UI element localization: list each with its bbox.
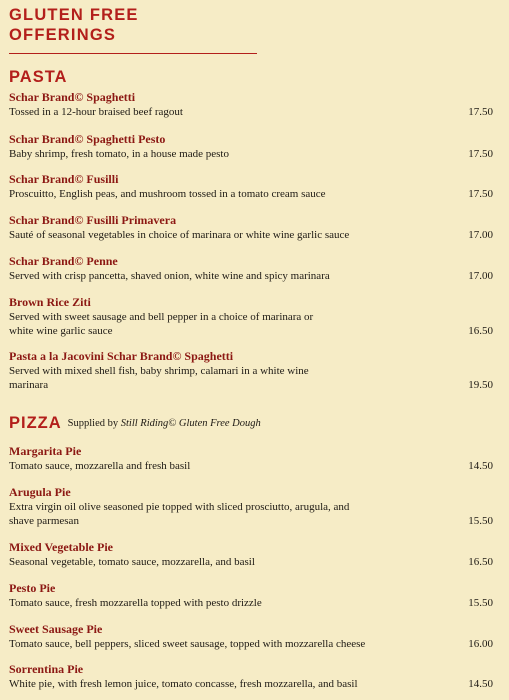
section-title: PIZZA	[9, 414, 62, 432]
section-heading-pasta: PASTA	[9, 68, 68, 86]
item-name: Schar Brand© Spaghetti	[9, 90, 136, 104]
menu-item	[9, 348, 501, 392]
item-name: Schar Brand© Penne	[9, 254, 118, 268]
supplier-note	[68, 418, 261, 429]
item-description: Served with mixed shell fish, baby shrimp, calamari in a white wine marinara	[9, 365, 309, 391]
menu-item	[9, 171, 501, 201]
item-price: 15.50	[468, 515, 493, 527]
item-price: 17.00	[468, 270, 493, 282]
item-name: Margarita Pie	[9, 444, 82, 458]
menu-item	[9, 294, 501, 338]
item-price: 14.50	[468, 678, 493, 690]
item-name: Pesto Pie	[9, 581, 56, 595]
item-price: 19.50	[468, 379, 493, 391]
title-divider	[9, 53, 257, 54]
item-name: Pasta a la Jacovini Schar Brand© Spaghetti	[9, 349, 234, 363]
item-price: 17.50	[468, 106, 493, 118]
menu-item	[9, 212, 501, 242]
section-heading-pizza	[9, 413, 261, 434]
item-description: Served with sweet sausage and bell pepper in a choice of marinara or white wine garlic sauce	[9, 311, 314, 337]
item-description: Tomato sauce, mozzarella and fresh basil	[9, 460, 191, 472]
menu-item	[9, 484, 501, 528]
title-line-2: OFFERINGS	[9, 26, 117, 44]
item-price: 15.50	[468, 597, 493, 609]
menu-item	[9, 131, 501, 161]
item-description: Served with crisp pancetta, shaved onion, white wine and spicy marinara	[9, 270, 330, 282]
item-description: Seasonal vegetable, tomato sauce, mozzarella, and basil	[9, 556, 255, 568]
item-name: Schar Brand© Fusilli Primavera	[9, 213, 177, 227]
supplier-brand: Still Riding© Gluten Free Dough	[120, 418, 261, 429]
item-description: Tomato sauce, bell peppers, sliced sweet sausage, topped with mozzarella cheese	[9, 638, 366, 650]
item-description: White pie, with fresh lemon juice, tomato concasse, fresh mozzarella, and basil	[9, 678, 358, 690]
item-name: Schar Brand© Fusilli	[9, 172, 119, 186]
item-price: 16.00	[468, 638, 493, 650]
item-name: Brown Rice Ziti	[9, 295, 91, 309]
item-description: Tomato sauce, fresh mozzarella topped with pesto drizzle	[9, 597, 262, 609]
title-line-1: GLUTEN FREE	[9, 6, 139, 24]
menu-item	[9, 89, 501, 119]
item-price: 16.50	[468, 556, 493, 568]
item-name: Schar Brand© Spaghetti Pesto	[9, 132, 166, 146]
item-description: Tossed in a 12-hour braised beef ragout	[9, 106, 183, 118]
item-description: Proscuitto, English peas, and mushroom tossed in a tomato cream sauce	[9, 188, 326, 200]
item-name: Mixed Vegetable Pie	[9, 540, 113, 554]
item-price: 17.00	[468, 229, 493, 241]
item-price: 16.50	[468, 325, 493, 337]
item-price: 17.50	[468, 148, 493, 160]
item-description: Sauté of seasonal vegetables in choice of marinara or white wine garlic sauce	[9, 229, 350, 241]
menu-item	[9, 580, 501, 610]
item-price: 14.50	[468, 460, 493, 472]
menu-item	[9, 621, 501, 651]
item-name: Arugula Pie	[9, 485, 71, 499]
item-name: Sweet Sausage Pie	[9, 622, 103, 636]
menu-item	[9, 443, 501, 473]
menu-item	[9, 661, 501, 691]
item-price: 17.50	[468, 188, 493, 200]
menu-item	[9, 253, 501, 283]
supplier-prefix: Supplied by	[67, 418, 119, 429]
item-name: Sorrentina Pie	[9, 662, 84, 676]
item-description: Baby shrimp, fresh tomato, in a house made pesto	[9, 148, 229, 160]
menu-item	[9, 539, 501, 569]
item-description: Extra virgin oil olive seasoned pie topped with sliced prosciutto, arugula, and shave parmesan	[9, 501, 350, 527]
page-title	[9, 5, 259, 45]
